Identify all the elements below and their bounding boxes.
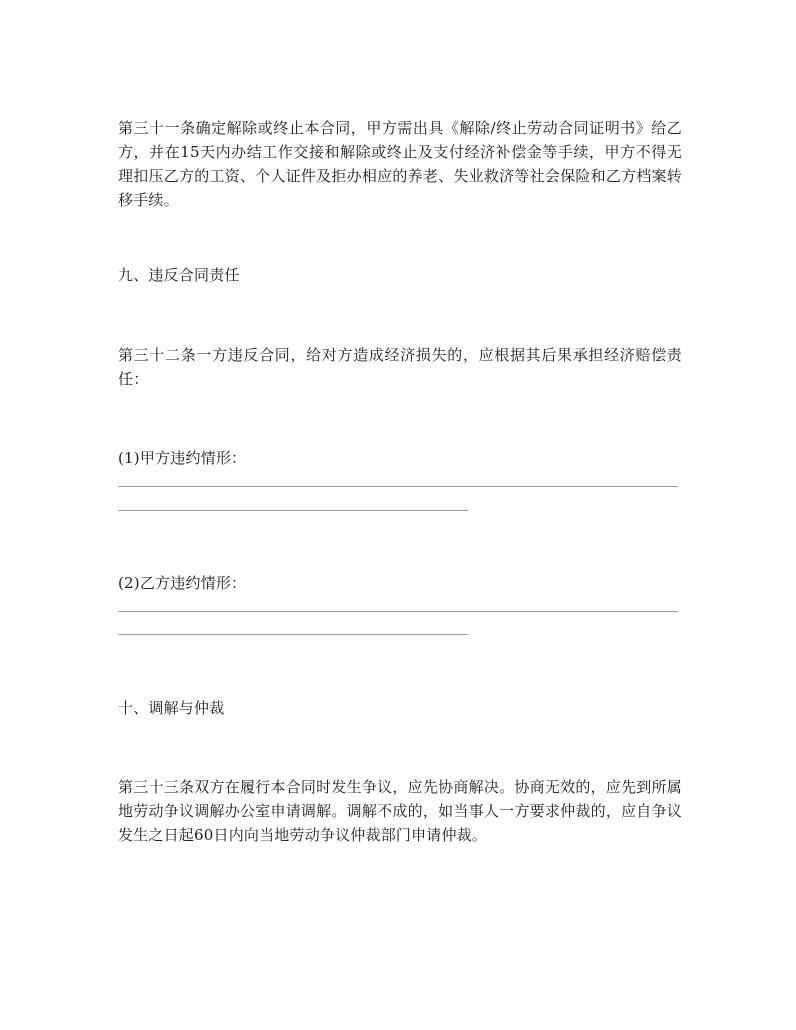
party-b-blank-line-1: [118, 611, 678, 612]
party-a-blank-line-1: [118, 486, 678, 487]
article-31-paragraph: 第三十一条确定解除或终止本合同，甲方需出具《解除/终止劳动合同证明书》给乙方，并在15天内办结工作交接和解除或终止及支付经济补偿金等手续，甲方不得无理扣压乙方的工资、个人证件及拒办相应的养老、失业救济等社会保险和乙方档案转移手续。: [118, 119, 682, 209]
party-b-blank-line-2: [118, 634, 468, 635]
party-a-blank-line-2: [118, 510, 468, 511]
article-32-paragraph: 第三十二条一方违反合同，给对方造成经济损失的，应根据其后果承担经济赔偿责任：: [118, 346, 682, 388]
party-a-breach-label: (1)甲方违约情形：: [118, 449, 247, 467]
party-b-breach-label: (2)乙方违约情形：: [118, 574, 247, 592]
section-9-heading: 九、违反合同责任: [118, 266, 240, 284]
section-10-heading: 十、调解与仲裁: [118, 699, 225, 717]
article-33-paragraph: 第三十三条双方在履行本合同时发生争议，应先协商解决。协商无效的，应先到所属地劳动争议调解办公室申请调解。调解不成的，如当事人一方要求仲裁的，应自争议发生之日起60日内向当地劳动争议仲裁部门申请仲裁。: [118, 778, 682, 844]
